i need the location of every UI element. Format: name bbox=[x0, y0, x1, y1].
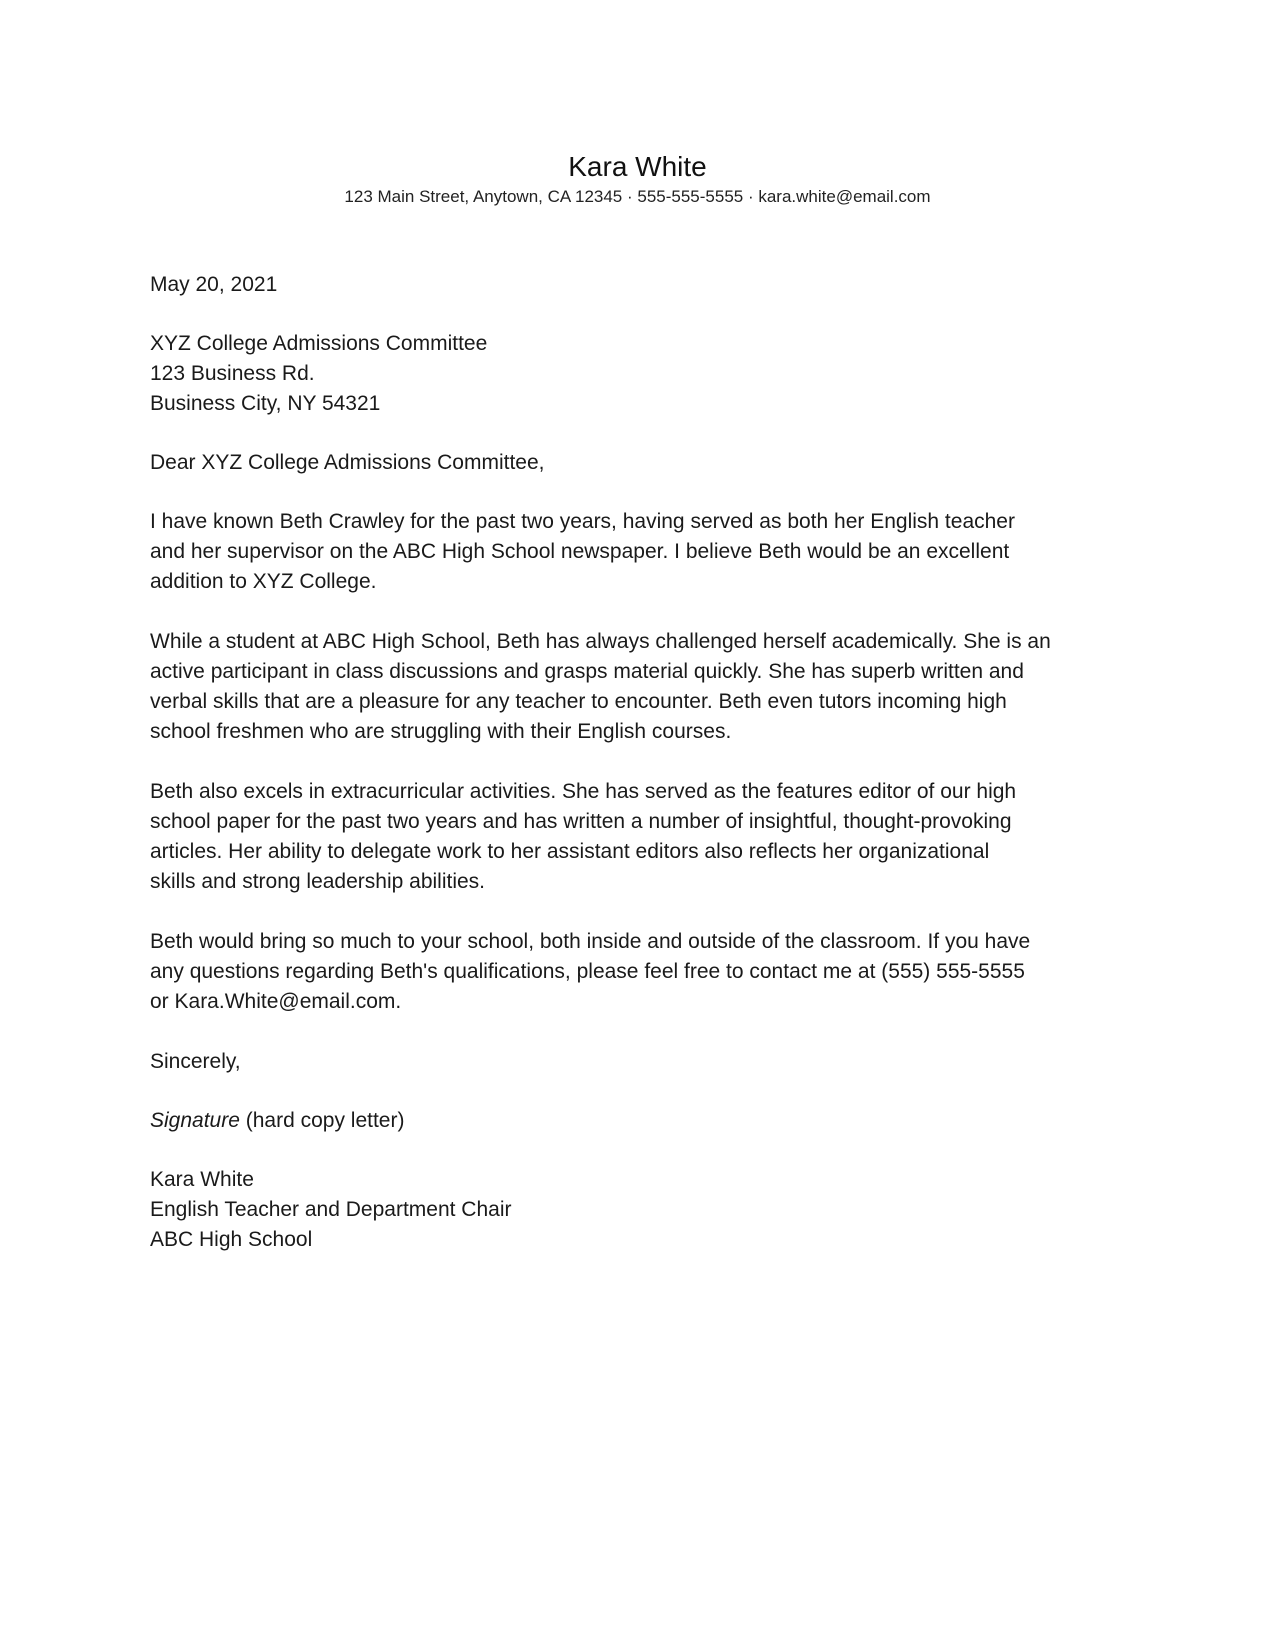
letter-date: May 20, 2021 bbox=[150, 273, 278, 296]
body-paragraph bbox=[150, 507, 1125, 597]
paragraph-line: I have known Beth Crawley for the past two years, having served as both her English teacher bbox=[150, 510, 1015, 533]
paragraph-line: school paper for the past two years and has written a number of insightful, thought-provoking bbox=[150, 810, 1012, 833]
paragraph-line: or Kara.White@email.com. bbox=[150, 990, 402, 1013]
recipient-line: 123 Business Rd. bbox=[150, 362, 315, 385]
signer-block bbox=[150, 1165, 1125, 1255]
sender-contact-line: 123 Main Street, Anytown, CA 12345 · 555-555-5555 · kara.white@email.com bbox=[344, 187, 931, 206]
signature-label: Signature bbox=[150, 1109, 240, 1132]
signature-note: (hard copy letter) bbox=[239, 1109, 405, 1132]
paragraph-line: verbal skills that are a pleasure for any teacher to encounter. Beth even tutors incoming high bbox=[150, 690, 1007, 713]
paragraph-line: skills and strong leadership abilities. bbox=[150, 870, 486, 893]
body-paragraph bbox=[150, 777, 1125, 897]
paragraph-line: any questions regarding Beth's qualifications, please feel free to contact me at (555) 555-5555 bbox=[150, 960, 1025, 983]
recipient-line: Business City, NY 54321 bbox=[150, 392, 381, 415]
paragraph-line: Beth would bring so much to your school, both inside and outside of the classroom. If you have bbox=[150, 930, 1031, 953]
paragraph-line: While a student at ABC High School, Beth has always challenged herself academically. She is an bbox=[150, 630, 1051, 653]
body-paragraph bbox=[150, 627, 1125, 747]
recipient-address bbox=[150, 329, 1125, 419]
signer-title: English Teacher and Department Chair bbox=[150, 1198, 512, 1221]
signer-organization: ABC High School bbox=[150, 1228, 313, 1251]
paragraph-line: articles. Her ability to delegate work to her assistant editors also reflects her organizational bbox=[150, 840, 990, 863]
closing: Sincerely, bbox=[150, 1050, 241, 1073]
sender-name: Kara White bbox=[568, 151, 707, 182]
salutation: Dear XYZ College Admissions Committee, bbox=[150, 451, 545, 474]
signer-name: Kara White bbox=[150, 1168, 254, 1191]
paragraph-line: school freshmen who are struggling with their English courses. bbox=[150, 720, 732, 743]
recipient-line: XYZ College Admissions Committee bbox=[150, 332, 488, 355]
paragraph-line: active participant in class discussions and grasps material quickly. She has superb written and bbox=[150, 660, 1024, 683]
paragraph-line: addition to XYZ College. bbox=[150, 570, 377, 593]
letterhead bbox=[0, 150, 1275, 208]
paragraph-line: Beth also excels in extracurricular activities. She has served as the features editor of our high bbox=[150, 780, 1017, 803]
paragraph-line: and her supervisor on the ABC High School newspaper. I believe Beth would be an excellent bbox=[150, 540, 1010, 563]
body-paragraph bbox=[150, 927, 1125, 1017]
signature-line bbox=[150, 1106, 1125, 1136]
letter-body bbox=[150, 270, 1125, 1284]
